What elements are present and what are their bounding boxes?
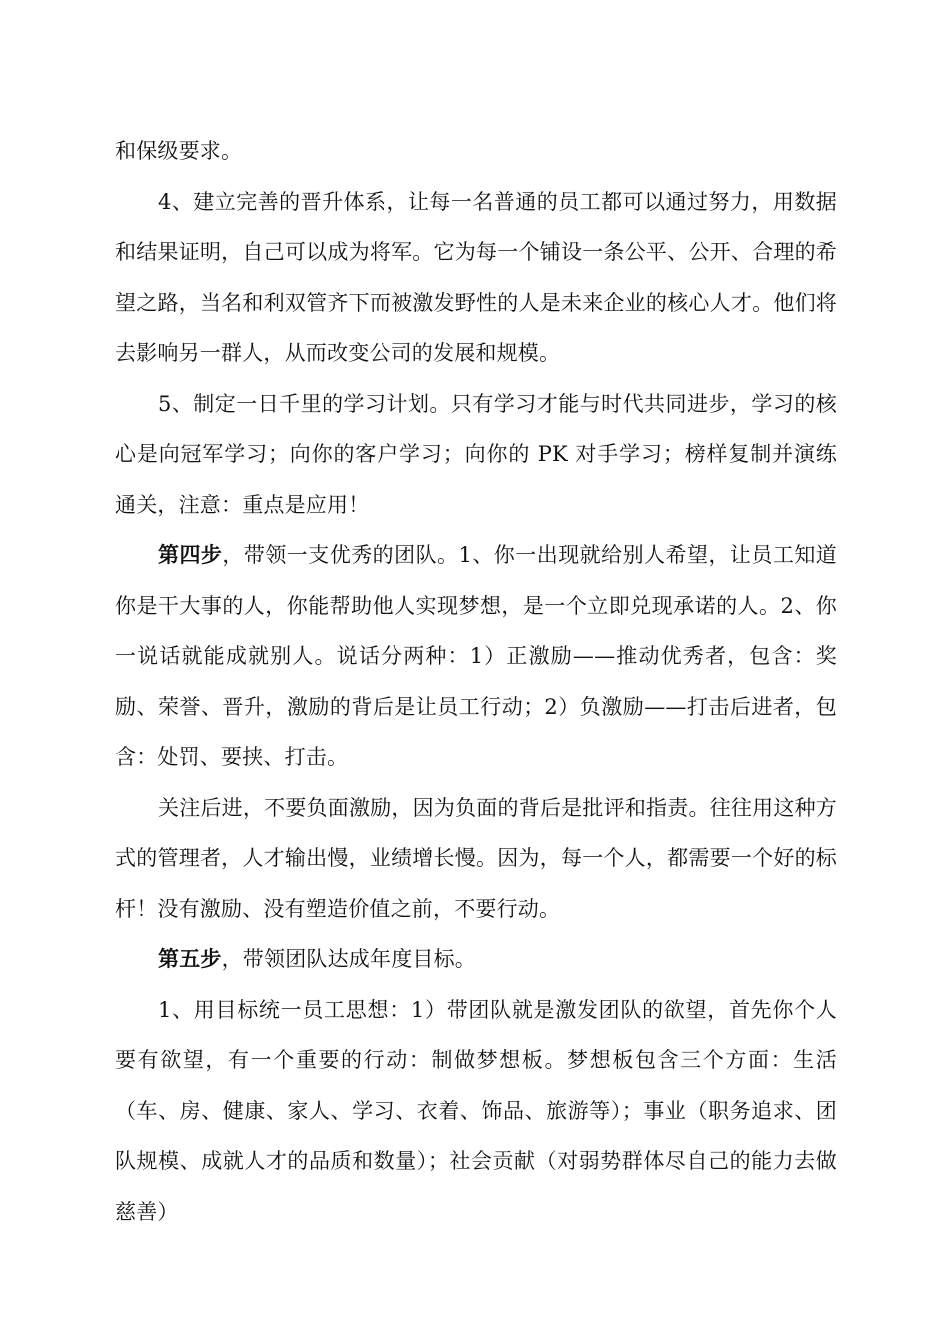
paragraph-1-text: 和保级要求。	[115, 139, 243, 163]
paragraph-5	[115, 783, 837, 935]
paragraph-6	[115, 934, 837, 985]
paragraph-4-text: ，带领一支优秀的团队。1、你一出现就给别人希望，让员工知道你是干大事的人，你能帮助他人实现梦想，是一个立即兑现承诺的人。2、你一说话就能成就别人。说话分两种：1）正激励——推动优秀者，包含：奖励、荣誉、晋升，激励的背后是让员工行动；2）负激励——打击后进者，包含：处罚、要挟、打击。	[115, 543, 837, 769]
paragraph-1	[115, 126, 837, 177]
step-five-heading: 第五步	[158, 946, 222, 971]
paragraph-3-text: 5、制定一日千里的学习计划。只有学习才能与时代共同进步，学习的核心是向冠军学习；向你的客户学习；向你的 PK 对手学习；榜样复制并演练通关，注意：重点是应用！	[115, 391, 837, 517]
paragraph-4	[115, 530, 837, 783]
paragraph-5-text: 关注后进，不要负面激励，因为负面的背后是批评和指责。往往用这种方式的管理者，人才输出慢，业绩增长慢。因为，每一个人，都需要一个好的标杆！没有激励、没有塑造价值之前，不要行动。	[115, 795, 837, 921]
paragraph-3	[115, 379, 837, 531]
paragraph-2	[115, 177, 837, 379]
paragraph-6-text: ，带领团队达成年度目标。	[221, 947, 477, 971]
paragraph-2-text: 4、建立完善的晋升体系，让每一名普通的员工都可以通过努力，用数据和结果证明，自己可以成为将军。它为每一个铺设一条公平、公开、合理的希望之路，当名和利双管齐下而被激发野性的人是未来企业的核心人才。他们将去影响另一群人，从而改变公司的发展和规模。	[115, 189, 837, 365]
document-body	[115, 126, 837, 1237]
paragraph-7	[115, 985, 837, 1238]
step-four-heading: 第四步	[158, 542, 223, 567]
paragraph-7-text: 1、用目标统一员工思想：1）带团队就是激发团队的欲望，首先你个人要有欲望，有一个重要的行动：制做梦想板。梦想板包含三个方面：生活（车、房、健康、家人、学习、衣着、饰品、旅游等）；事业（职务追求、团队规模、成就人才的品质和数量）；社会贡献（对弱势群体尽自己的能力去做慈善）	[115, 997, 837, 1224]
